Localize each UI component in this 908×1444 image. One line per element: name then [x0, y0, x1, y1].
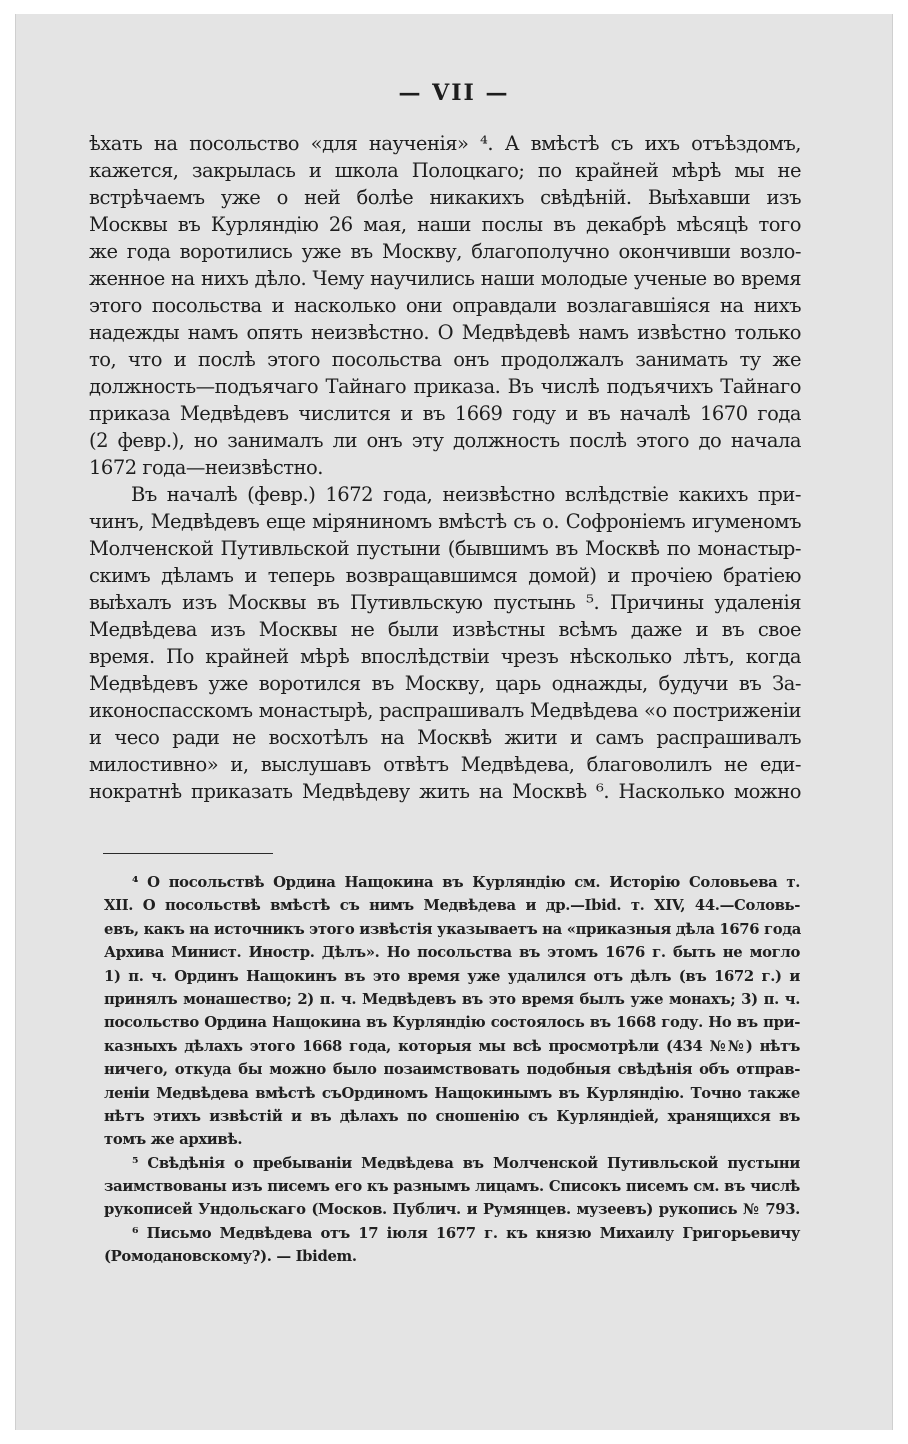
- footnote-line: ⁴ О посольствѣ Ордина Нащокина въ Курляндію см. Исторію Соловьева т.: [132, 874, 800, 891]
- body-line: приказа Медвѣдевъ числится и въ 1669 году и въ началѣ 1670 года: [89, 402, 801, 425]
- footnote-line: (Ромодановскому?). — Ibidem.: [104, 1248, 357, 1266]
- footnote-line: леніи Медвѣдева вмѣстѣ съОрдиномъ Нащокинымъ въ Курляндію. Точно также: [104, 1084, 800, 1102]
- body-line: женное на нихъ дѣло. Чему научились наши молодые ученые во время: [89, 267, 801, 290]
- body-line: время. По крайней мѣрѣ впослѣдствіи чрезъ нѣсколько лѣтъ, когда: [89, 645, 801, 668]
- footnote-line: XII. О посольствѣ вмѣстѣ съ нимъ Медвѣдева и др.—Ibid. т. XIV, 44.—Соловь-: [104, 897, 800, 915]
- body-line: то, что и послѣ этого посольства онъ продолжалъ занимать ту же: [89, 348, 801, 371]
- body-line: чинъ, Медвѣдевъ еще міряниномъ вмѣстѣ съ о. Софроніемъ игуменомъ: [89, 510, 801, 533]
- footnote-line: евъ, какъ на источникъ этого извѣстія указываетъ на «приказныя дѣла 1676 года: [104, 920, 801, 938]
- body-line: Молченской Путивльской пустыни (бывшимъ въ Москвѣ по монастыр-: [89, 537, 801, 560]
- body-line: кажется, закрылась и школа Полоцкаго; по крайней мѣрѣ мы не: [89, 159, 801, 182]
- body-text: [89, 130, 801, 805]
- page-number: — VII —: [398, 80, 510, 106]
- body-line: нократнѣ приказать Медвѣдеву жить на Москвѣ ⁶. Насколько можно: [89, 780, 801, 803]
- body-line: надежды намъ опять неизвѣстно. О Медвѣдевѣ намъ извѣстно только: [89, 321, 801, 344]
- body-line: иконоспасскомъ монастырѣ, распрашивалъ Медвѣдева «о постриженіи: [89, 699, 801, 722]
- footnote-line: ⁵ Свѣдѣнія о пребываніи Медвѣдева въ Молченской Путивльской пустыни: [132, 1154, 800, 1172]
- footnote-line: принялъ монашество; 2) п. ч. Медвѣдевъ въ это время былъ уже монахъ; 3) п. ч.: [104, 990, 800, 1008]
- footnote-line: ничего, откуда бы можно было позаимствовать подобныя свѣдѣнія объ отправ-: [104, 1061, 800, 1079]
- body-line: Медвѣдевъ уже воротился въ Москву, царь однажды, будучи въ За-: [89, 672, 801, 695]
- footnotes: [104, 871, 800, 1269]
- footnote-line: заимствованы изъ писемъ его къ разнымъ лицамъ. Списокъ писемъ см. въ числѣ: [104, 1178, 800, 1196]
- footnote-line: казныхъ дѣлахъ этого 1668 года, которыя мы всѣ просмотрѣли (434 №№) нѣтъ: [104, 1037, 800, 1055]
- body-line: ѣхать на посольство «для наученія» ⁴. А вмѣстѣ съ ихъ отъѣздомъ,: [89, 132, 801, 155]
- body-line: должность—подъячаго Тайнаго приказа. Въ числѣ подъячихъ Тайнаго: [89, 375, 801, 398]
- body-line: Медвѣдева изъ Москвы не были извѣстны всѣмъ даже и въ свое: [89, 618, 801, 641]
- footnote-line: рукописей Ундольскаго (Москов. Публич. и Румянцев. музеевъ) рукопись № 793.: [104, 1201, 800, 1219]
- body-line: и чесо ради не восхотѣлъ на Москвѣ жити и самъ распрашивалъ: [89, 726, 801, 749]
- body-line: же года воротились уже въ Москву, благополучно окончивши возло-: [89, 240, 801, 263]
- footnote-line: Архива Минист. Иностр. Дѣлъ». Но посольства въ этомъ 1676 г. быть не могло: [104, 944, 800, 962]
- footnote-rule: [103, 853, 273, 854]
- body-line: Въ началѣ (февр.) 1672 года, неизвѣстно вслѣдствіе какихъ при-: [131, 483, 801, 506]
- scanned-page: [15, 14, 893, 1430]
- body-line: выѣхалъ изъ Москвы въ Путивльскую пустынь ⁵. Причины удаленія: [89, 591, 801, 614]
- body-line: 1672 года—неизвѣстно.: [89, 456, 323, 479]
- body-line: встрѣчаемъ уже о ней болѣе никакихъ свѣдѣній. Выѣхавши изъ: [89, 186, 801, 209]
- body-line: (2 февр.), но занималъ ли онъ эту должность послѣ этого до начала: [89, 429, 801, 452]
- footnote-line: 1) п. ч. Ординъ Нащокинъ въ это время уже удалился отъ дѣлъ (въ 1672 г.) и: [104, 967, 800, 985]
- body-line: этого посольства и насколько они оправдали возлагавшіяся на нихъ: [89, 294, 801, 317]
- footnote-line: томъ же архивѣ.: [104, 1131, 243, 1149]
- body-line: скимъ дѣламъ и теперь возвращавшимся домой) и прочіею братіею: [89, 564, 801, 587]
- footnote-line: нѣтъ этихъ извѣстій и въ дѣлахъ по сношенію съ Курляндіей, хранящихся въ: [104, 1107, 800, 1125]
- footnote-line: посольство Ордина Нащокина въ Курляндію состоялось въ 1668 году. Но въ при-: [104, 1014, 800, 1032]
- footnote-line: ⁶ Письмо Медвѣдева отъ 17 іюля 1677 г. къ князю Михаилу Григорьевичу: [132, 1224, 800, 1242]
- body-line: Москвы въ Курляндію 26 мая, наши послы въ декабрѣ мѣсяцѣ того: [89, 213, 801, 236]
- body-line: милостивно» и, выслушавъ отвѣтъ Медвѣдева, благоволилъ не еди-: [89, 753, 801, 776]
